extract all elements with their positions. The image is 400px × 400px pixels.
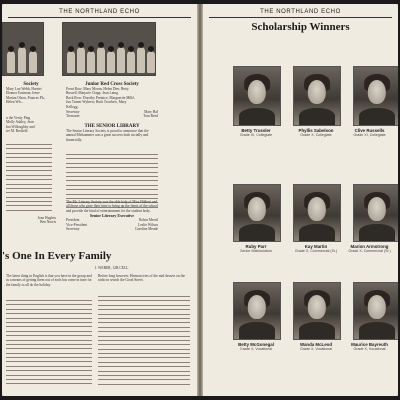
caption-line: Back Row: Dorothy Prentice, Marguerite Millé, — [66, 95, 135, 100]
winner-name: Kay Martin — [304, 244, 328, 249]
exec-name: Leslie Wilson — [138, 222, 158, 227]
article-text: The latest thing in English is that you have in the group and as a means of getting them out of each has come in time for the family to all do the holiday. — [6, 274, 92, 287]
figure — [147, 51, 155, 73]
winner-caption — [341, 342, 398, 351]
sidebar-text-block — [6, 144, 52, 214]
caption-line: Kellogg. — [66, 104, 79, 109]
winner-grade: Grade X, Vocational — [240, 347, 272, 351]
figure — [87, 51, 95, 73]
caption-line: Front Row: Mary Moran, Helen Dier, Betty — [66, 87, 129, 91]
winner-grade: Grade XI, Collegiate — [353, 133, 386, 137]
portrait-photo — [353, 66, 398, 126]
article-column-left — [6, 274, 92, 287]
winner-caption — [285, 244, 347, 253]
winner-grade: Grade X, Commercial (Sr.) — [294, 249, 338, 253]
winner-caption — [341, 244, 398, 253]
officers-list — [66, 110, 158, 119]
officer-row — [66, 114, 158, 118]
article-text-block-left — [6, 300, 92, 388]
winner-caption — [225, 128, 287, 137]
officer-role: Secretary — [66, 110, 80, 114]
caption-line: Eleanor Eastman, Irene — [6, 91, 40, 96]
exec-role: President — [66, 218, 80, 223]
running-head-left: THE NORTHLAND ECHO — [59, 9, 140, 15]
portrait-photo — [353, 282, 398, 340]
portrait-photo — [233, 66, 281, 126]
exec-row — [66, 227, 158, 231]
winner-caption — [225, 244, 287, 253]
senior-library-heading: THE SENIOR LIBRARY — [84, 124, 140, 129]
society-group-photo — [2, 22, 44, 76]
exec-role: Secretary — [66, 227, 80, 232]
caption-line: Mary Lou Webb, Harriet — [6, 87, 42, 91]
red-cross-caption — [66, 82, 158, 109]
right-page — [203, 4, 398, 396]
winner-grade: Grade X, Vocational — [300, 347, 332, 351]
winner-grade: Grade X, Commercial (Sr.) — [348, 249, 391, 253]
caption-line: Jun Turner Wybrew, Ruth Trowbris, Mary — [66, 100, 127, 105]
portrait-photo — [293, 184, 341, 242]
winner-name: Phyllis Sabelson — [298, 128, 334, 133]
winner-grade: Grade X, Vocational — [353, 347, 386, 351]
officer-name: Tom Reed — [143, 114, 158, 119]
figure — [107, 51, 115, 73]
winner-name: Wanda McLeod — [299, 342, 333, 347]
winner-caption — [285, 342, 347, 351]
red-cross-heading: Junior Red Cross Society — [85, 82, 139, 87]
portrait-photo — [293, 282, 341, 340]
article-byline: J. WEBER, 12B CELL. — [94, 266, 130, 270]
winner-caption — [341, 128, 398, 137]
sidebar-signoff — [24, 216, 56, 225]
sidebar-line: Molly Ashley, Jean — [6, 120, 34, 125]
red-cross-group-photo — [62, 22, 156, 76]
figure — [117, 47, 125, 73]
sidebar-line: n the Verity Ping — [6, 116, 31, 120]
portrait-photo — [233, 282, 281, 340]
officer-role: Treasurer — [66, 114, 80, 119]
page-title: Scholarship Winners — [251, 21, 350, 33]
figure — [127, 51, 135, 73]
winner-caption — [285, 128, 347, 137]
figure — [7, 51, 15, 73]
caption-line: Russell, Marjorie Clapp, Jean Laing. — [66, 91, 119, 96]
figure — [77, 47, 85, 73]
winner-grade: Senior Matriculation — [240, 249, 272, 253]
header-rule — [209, 17, 392, 18]
signoff-name: Ben Norris — [40, 220, 56, 225]
library-closing — [66, 200, 158, 231]
winner-grade: Grade X, Collegiate — [300, 133, 332, 137]
winner-name: Betty McGonegal — [238, 342, 274, 347]
figure — [97, 47, 105, 73]
winner-name: Ruby Parr — [245, 244, 267, 249]
officer-name: Mary Hal — [144, 110, 158, 114]
winner-name: Betty Trussler — [241, 128, 271, 133]
executive-heading: Senior Literary Executive — [89, 213, 135, 219]
figure — [18, 47, 26, 73]
article-text-block-right — [98, 296, 190, 388]
signoff-name: Jean Hughes — [37, 216, 56, 220]
society-heading: Society — [23, 82, 39, 87]
running-head-right: THE NORTHLAND ECHO — [260, 9, 341, 15]
sidebar-line: ier M. Berfield — [6, 129, 28, 134]
exec-role: Vice-President — [66, 222, 88, 227]
article-text: Before long however, Herman tries of the mid dessert on the radio in search the Good Street. — [98, 274, 185, 283]
portrait-photo — [353, 184, 398, 242]
library-paragraph: The Senior Literary Society is proud to announce that the annual Midsummer was a great success both socially and financially. — [66, 129, 149, 142]
exec-name: Caroline Meade — [134, 227, 158, 232]
winner-caption — [225, 342, 287, 351]
library-paragraph: The Mr. Literary Society was the able help of Miss Hibbert and all those who gave their time to bring up the finest of the school and provide the kind of entertainment for the student body. — [66, 200, 158, 213]
sidebar-column — [6, 116, 56, 134]
caption-line: Marian Olson, Frances Ph., — [6, 95, 46, 100]
portrait-photo — [233, 184, 281, 242]
header-rule — [8, 17, 191, 18]
senior-library-section — [66, 124, 158, 142]
figure — [137, 47, 145, 73]
winner-name: Clive Russells — [354, 128, 385, 133]
winner-grade: Grade IX, Collegiate — [239, 133, 273, 137]
caption-line: Helen Wh... — [6, 100, 24, 105]
figure — [67, 51, 75, 73]
society-caption — [6, 82, 56, 105]
article-title: 's One In Every Family — [2, 250, 112, 262]
winner-name: Maurice Bayreuth — [351, 342, 388, 347]
sidebar-line: Ina Willoughby and — [6, 124, 35, 129]
exec-name: Robin Merril — [139, 218, 158, 223]
portrait-photo — [293, 66, 341, 126]
article-column-right — [98, 274, 190, 283]
article-byline-wrap — [66, 266, 158, 270]
winner-name: Marion Armstrong — [350, 244, 389, 249]
left-page — [2, 4, 197, 396]
figure — [29, 51, 37, 73]
